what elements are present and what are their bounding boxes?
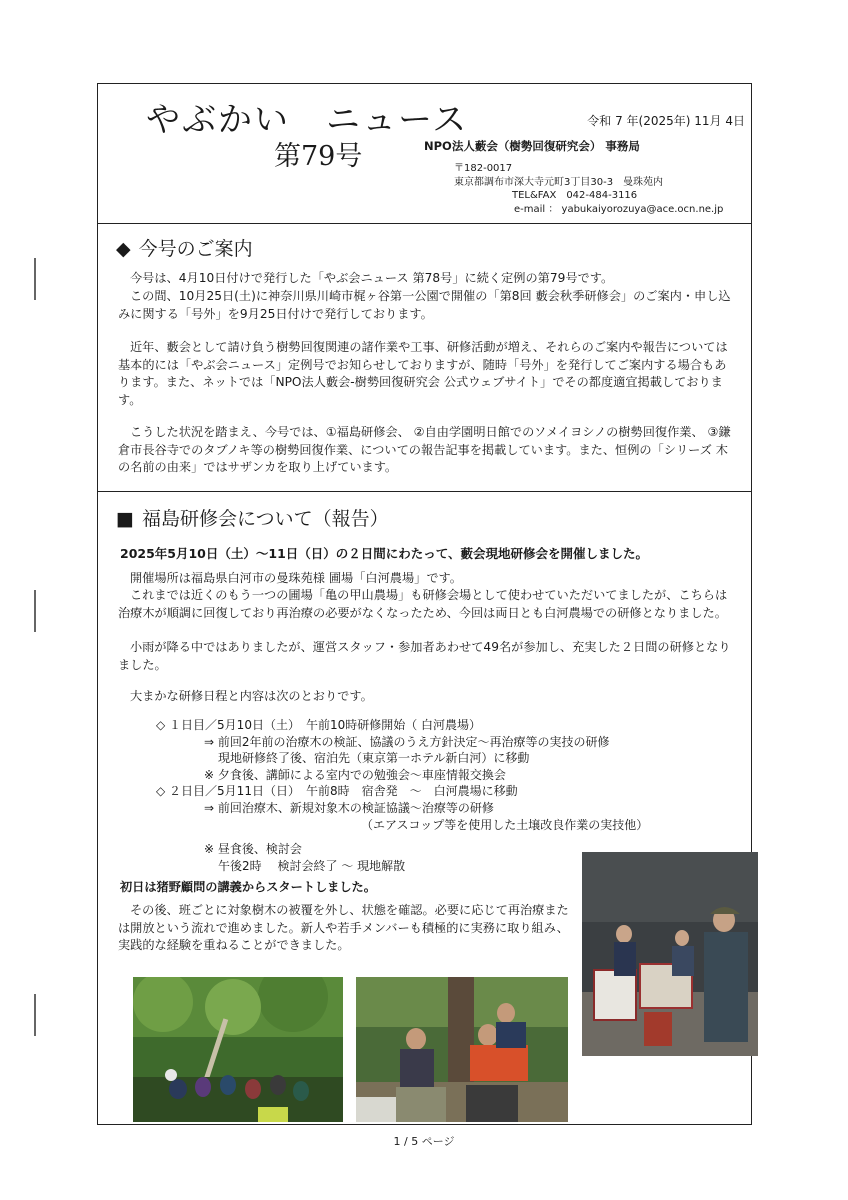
address: 東京都調布市深大寺元町3丁目30-3 曼珠苑内 bbox=[454, 176, 664, 188]
tree-treatment-photo bbox=[356, 977, 568, 1122]
report-paragraph: これまでは近くのもう一つの圃場「亀の甲山農場」も研修会場として使わせていただいてましたが、こちらは治療木が順調に回復しており再治療の必要がなくなったため、今回は両日とも白河農場での研修となりました。 bbox=[118, 588, 728, 620]
issue-date: 令和 7 年(2025年) 11月 4日 bbox=[587, 114, 745, 128]
phone-fax: TEL&FAX 042-484-3116 bbox=[512, 190, 638, 201]
email-address: e-mail ： yabukaiyorozuya@ace.ocn.ne.jp bbox=[514, 203, 724, 215]
schedule-item: ⇒ 前回治療木、新規対象木の検証協議～治療等の研修 bbox=[204, 800, 494, 815]
report-paragraph: 大まかな研修日程と内容は次のとおりです。 bbox=[130, 689, 373, 703]
report-heading bbox=[116, 504, 389, 531]
schedule-day2: ◇ ２日目／5月11日（日） 午前8時 宿舎発 ～ 白河農場に移動 bbox=[156, 784, 518, 799]
intro-section bbox=[98, 224, 751, 492]
schedule-item: ⇒ 前回2年前の治療木の検証、協議のうえ方針決定～再治療等の実技の研修 bbox=[204, 734, 610, 749]
page-number: 1 / 5 ページ bbox=[393, 1135, 455, 1148]
punch-hole-mark bbox=[34, 590, 36, 632]
intro-title: 今号のご案内 bbox=[138, 238, 253, 260]
lecture-photo bbox=[582, 852, 758, 1056]
issue-number: 第79号 bbox=[274, 141, 363, 172]
diamond-icon: ◆ bbox=[116, 238, 131, 260]
report-section bbox=[98, 492, 751, 1126]
schedule-item: （エアスコップ等を使用した土壌改良作業の実技他） bbox=[361, 817, 649, 832]
report-body: その後、班ごとに対象樹木の被覆を外し、状態を確認。必要に応じて再治療または開放という流れで進めました。新人や若手メンバーも積極的に実務に取り組み、実践的な経験を重ねることができました。 bbox=[118, 903, 569, 952]
newsletter-page bbox=[97, 83, 752, 1125]
forest-training-photo bbox=[133, 977, 343, 1122]
schedule-note: ※ 昼食後、検討会 bbox=[204, 842, 302, 857]
report-lead: 2025年5月10日（土）～11日（日）の２日間にわたって、藪会現地研修会を開催しました。 bbox=[120, 546, 649, 561]
report-paragraph: 開催場所は福島県白河市の曼珠苑様 圃場「白河農場」です。 bbox=[130, 571, 462, 585]
schedule-item: 現地研修終了後、宿泊先（東京第一ホテル新白河）に移動 bbox=[218, 751, 530, 766]
publisher-name: NPO法人藪会（樹勢回復研究会） 事務局 bbox=[424, 139, 640, 153]
newsletter-title: やぶかい ニュース bbox=[146, 100, 469, 140]
intro-paragraph: この間、10月25日(土)に神奈川県川崎市梶ヶ谷第一公園で開催の「第8回 藪会秋季研修会」のご案内・申し込みに関する「号外」を9月25日付けで発行しております。 bbox=[118, 289, 731, 321]
intro-paragraph: 近年、藪会として請け負う樹勢回復関連の諸作業や工事、研修活動が増え、それらのご案内や報告については基本的には「やぶ会ニュース」定例号でお知らせしておりますが、随時「号外」を発行してご案内する場合もあります。また、ネットでは「NPO法人藪会-樹勢回復研究会 公式ウェブサイト」でその都度適宜掲載しております。 bbox=[118, 340, 728, 407]
intro-paragraph: 今号は、4月10日付けで発行した「やぶ会ニュース 第78号」に続く定例の第79号です。 bbox=[130, 271, 614, 285]
contact-block bbox=[454, 162, 723, 216]
masthead bbox=[98, 84, 751, 224]
intro-heading bbox=[116, 234, 253, 261]
postal-code: 〒182-0017 bbox=[454, 163, 513, 174]
schedule-note: ※ 夕食後、講師による室内での勉強会～車座情報交換会 bbox=[204, 767, 506, 782]
photo-caption: 初日は猪野顧問の講義からスタートしました。 bbox=[120, 880, 376, 894]
punch-hole-mark bbox=[34, 994, 36, 1036]
report-title: 福島研修会について（報告） bbox=[141, 508, 389, 530]
report-paragraph: 小雨が降る中ではありましたが、運営スタッフ・参加者あわせて49名が参加し、充実した２日間の研修となりました。 bbox=[118, 640, 731, 672]
square-icon: ■ bbox=[116, 508, 134, 530]
training-schedule bbox=[156, 717, 716, 874]
schedule-day1: ◇ １日目／5月10日（土） 午前10時研修開始（ 白河農場） bbox=[156, 718, 482, 732]
intro-paragraph: こうした状況を踏まえ、今号では、①福島研修会、 ②自由学園明日館でのソメイヨシノの樹勢回復作業、 ③鎌倉市長谷寺でのタブノキ等の樹勢回復作業、についての報告記事を掲載しています。また、恒例の「シリーズ 木の名前の由来」ではサザンカを取り上げています。 bbox=[118, 425, 731, 474]
punch-hole-mark bbox=[34, 258, 36, 300]
schedule-note: 午後2時 検討会終了 ～ 現地解散 bbox=[218, 858, 406, 873]
